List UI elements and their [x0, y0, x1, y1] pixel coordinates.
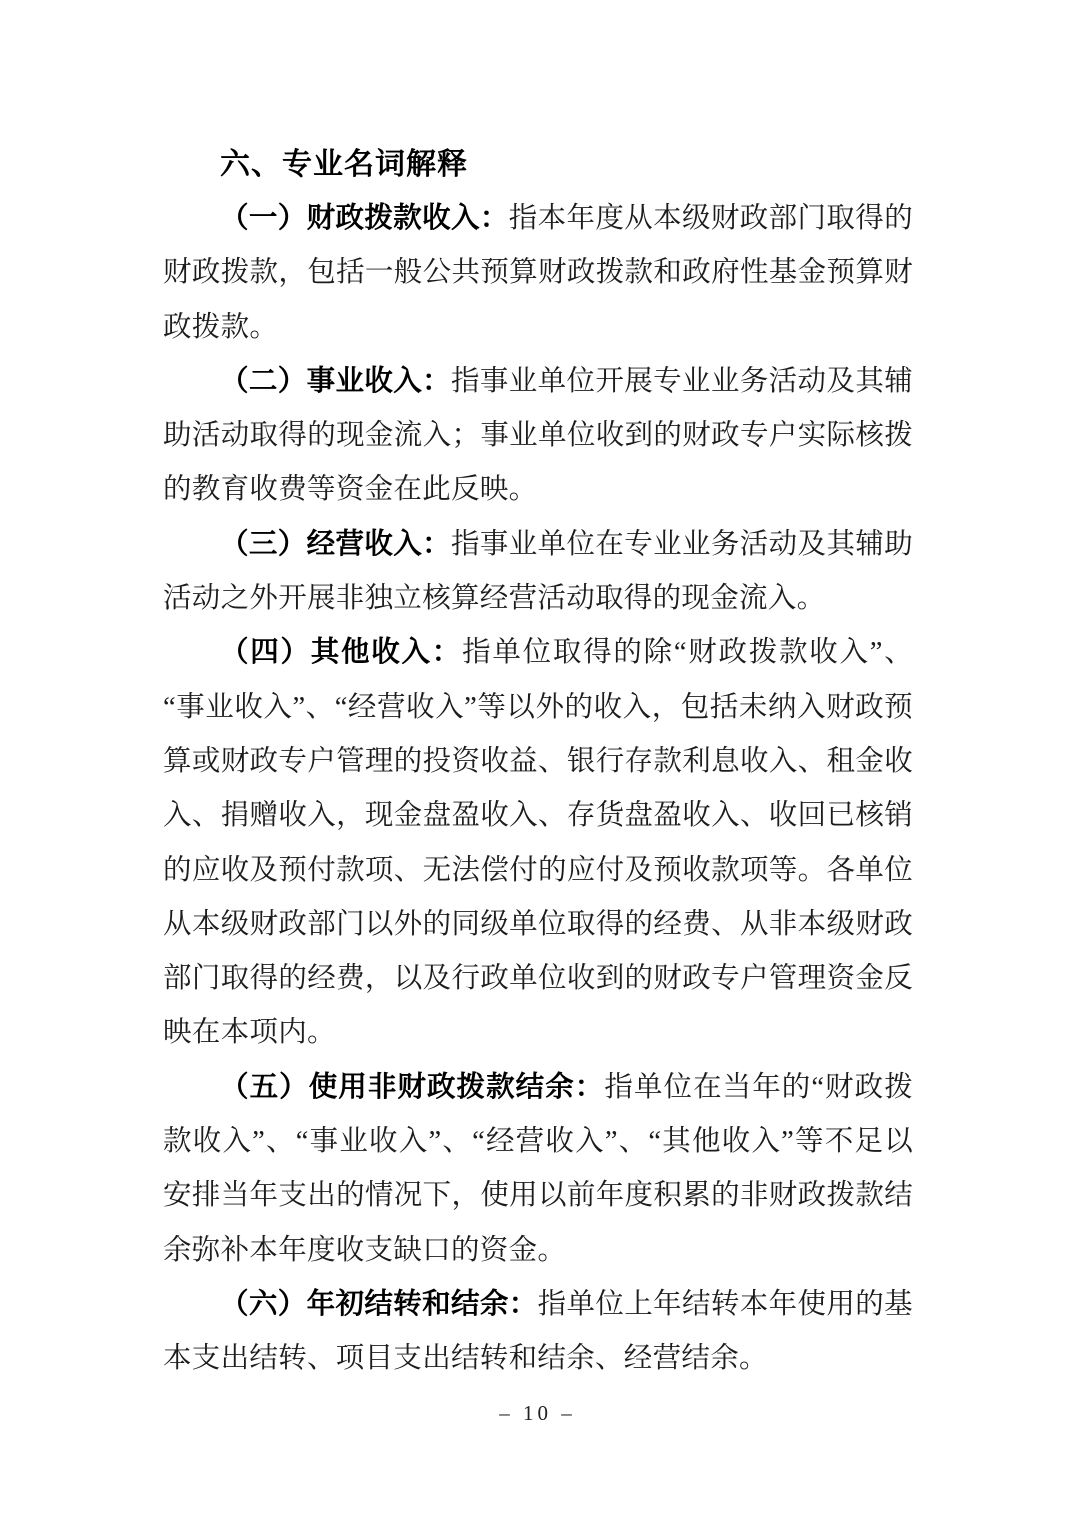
- term-definition: 指单位在当年的“财政拨款收入”、“事业收入”、“经营收入”、“其他收入”等不足以安排当年支出的情况下，使用以前年度积累的非财政拨款结余弥补本年度收支缺口的资金。: [163, 1071, 913, 1266]
- term-label: （三）经营收入：: [220, 528, 452, 560]
- term-definition: 指事业单位在专业业务活动及其辅助活动之外开展非独立核算经营活动取得的现金流入。: [163, 528, 913, 615]
- document-body: [163, 138, 913, 1387]
- term-paragraph-4: [163, 626, 913, 1060]
- term-definition: 指单位上年结转本年使用的基本支出结转、项目支出结转和结余、经营结余。: [163, 1288, 913, 1375]
- term-paragraph-6: [163, 1278, 913, 1387]
- section-heading: 六、专业名词解释: [220, 148, 468, 181]
- term-paragraph-2: [163, 355, 913, 518]
- term-label: （五）使用非财政拨款结余：: [220, 1071, 605, 1103]
- term-label: （四）其他收入：: [220, 637, 463, 669]
- term-label: （二）事业收入：: [220, 365, 452, 397]
- term-label: （一）财政拨款收入：: [220, 203, 509, 234]
- term-paragraph-1: [163, 192, 913, 355]
- term-definition: 指事业单位开展专业业务活动及其辅助活动取得的现金流入；事业单位收到的财政专户实际核拨的教育收费等资金在此反映。: [163, 365, 913, 506]
- term-label: （六）年初结转和结余：: [220, 1288, 538, 1320]
- term-paragraph-5: [163, 1061, 913, 1278]
- term-definition: 指单位取得的除“财政拨款收入”、“事业收入”、“经营收入”等以外的收入，包括未纳入财政预算或财政专户管理的投资收益、银行存款利息收入、租金收入、捐赠收入，现金盘盈收入、存货盘盈收入、收回已核销的应收及预付款项、无法偿付的应付及预收款项等。各单位从本级财政部门以外的同级单位取得的经费、从非本级财政部门取得的经费，以及行政单位收到的财政专户管理资金反映在本项内。: [163, 637, 914, 1049]
- term-paragraph-3: [163, 518, 913, 627]
- term-definition: 指本年度从本级财政部门取得的财政拨款，包括一般公共预算财政拨款和政府性基金预算财政拨款。: [163, 203, 913, 343]
- page-number-footer: – 10 –: [499, 1401, 576, 1425]
